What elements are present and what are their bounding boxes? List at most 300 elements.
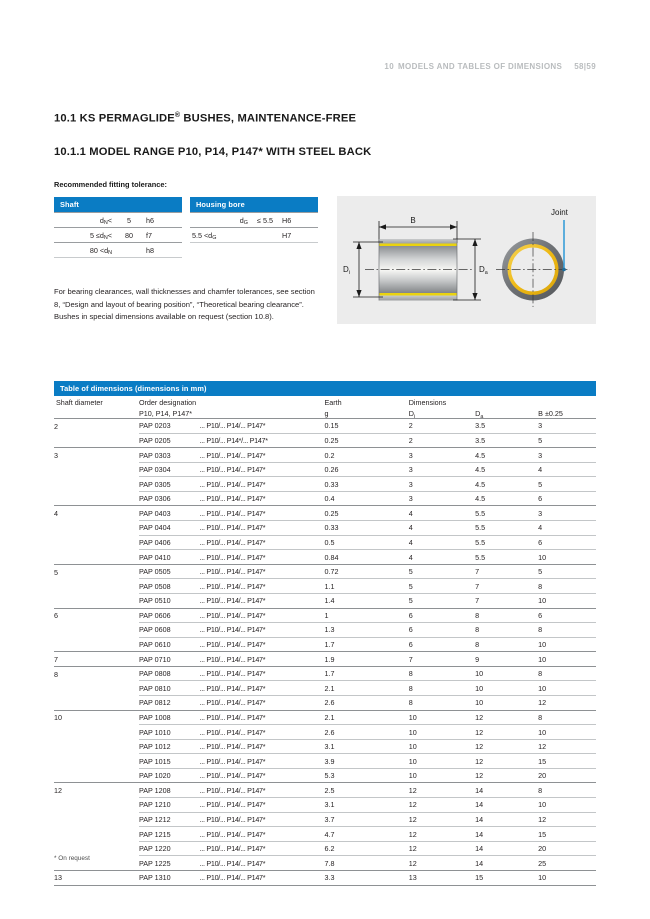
cell-shaft-diameter: 6 bbox=[54, 608, 139, 623]
cell-earth-weight: 0.15 bbox=[324, 419, 408, 434]
page-header bbox=[384, 62, 596, 71]
cell-da: 10 bbox=[475, 695, 538, 710]
cell-shaft-diameter bbox=[54, 725, 139, 740]
cell-earth-weight: 1.7 bbox=[324, 666, 408, 681]
cell-order-number: PAP 1008 bbox=[139, 710, 200, 725]
label-di: $D_i$ bbox=[343, 265, 350, 276]
table-row bbox=[54, 754, 596, 769]
cell-b: 6 bbox=[538, 491, 596, 506]
cell-b: 10 bbox=[538, 798, 596, 813]
bearing-clearance-paragraph: For bearing clearances, wall thicknesses and chamfer tolerances, see section 8, “Design and layout of bearing position”, “Theoretical bearing clearance”. Bushes in special dimensions available on request (section 10.8). bbox=[54, 287, 315, 322]
cell-b: 10 bbox=[538, 550, 596, 565]
cell-shaft-diameter bbox=[54, 579, 139, 594]
table-row bbox=[54, 228, 182, 243]
table-row bbox=[54, 213, 182, 228]
cell-da: 5.5 bbox=[475, 506, 538, 521]
cell-model-variants: ... P10/... P14/... P147* bbox=[200, 637, 325, 652]
cell-earth-weight: 3.3 bbox=[324, 870, 408, 885]
table-row bbox=[54, 550, 596, 565]
cell-order-number: PAP 0403 bbox=[139, 506, 200, 521]
shaft-tolerance-fit: h8 bbox=[144, 243, 182, 258]
section-heading-10-1-text: 10.1 KS PERMAGLIDE bbox=[54, 112, 175, 125]
cell-order-number: PAP 0610 bbox=[139, 637, 200, 652]
cell-di: 3 bbox=[409, 462, 475, 477]
cell-b: 10 bbox=[538, 681, 596, 696]
shaft-tolerance-fit: f7 bbox=[144, 228, 182, 243]
cell-earth-weight: 0.72 bbox=[324, 564, 408, 579]
cell-b: 12 bbox=[538, 739, 596, 754]
cell-b: 6 bbox=[538, 535, 596, 550]
header-earth: Earth bbox=[324, 398, 342, 407]
cell-order-number: PAP 0410 bbox=[139, 550, 200, 565]
cell-di: 6 bbox=[409, 637, 475, 652]
table-row bbox=[54, 710, 596, 725]
cell-order-number: PAP 1215 bbox=[139, 827, 200, 842]
header-order-designation-spacer bbox=[200, 396, 325, 407]
dimensions-header-row-2 bbox=[54, 407, 596, 419]
cell-di: 4 bbox=[409, 506, 475, 521]
shaft-tolerance-value: 80 bbox=[114, 228, 144, 243]
cell-earth-weight: 1.7 bbox=[324, 637, 408, 652]
cell-da: 12 bbox=[475, 754, 538, 769]
cell-shaft-diameter bbox=[54, 695, 139, 710]
header-b: B ±0.25 bbox=[538, 409, 563, 418]
cell-di: 2 bbox=[409, 433, 475, 448]
cell-da: 3.5 bbox=[475, 419, 538, 434]
table-row bbox=[54, 681, 596, 696]
table-row bbox=[54, 462, 596, 477]
table-row bbox=[54, 521, 596, 536]
table-row bbox=[54, 812, 596, 827]
header-da: $D_a$ bbox=[475, 409, 484, 420]
cell-model-variants: ... P10/... P14/... P147* bbox=[200, 754, 325, 769]
cell-shaft-diameter: 13 bbox=[54, 870, 139, 885]
table-row bbox=[54, 856, 596, 871]
cell-di: 3 bbox=[409, 448, 475, 463]
footnote-on-request: * On request bbox=[54, 855, 90, 862]
cell-di: 6 bbox=[409, 608, 475, 623]
cell-model-variants: ... P10/... P14/... P147* bbox=[200, 521, 325, 536]
cell-da: 7 bbox=[475, 579, 538, 594]
cell-earth-weight: 5.3 bbox=[324, 768, 408, 783]
joint-marker bbox=[562, 268, 566, 272]
table-row bbox=[54, 477, 596, 492]
cell-earth-weight: 1.4 bbox=[324, 593, 408, 608]
table-row bbox=[54, 564, 596, 579]
cell-b: 25 bbox=[538, 856, 596, 871]
cell-b: 10 bbox=[538, 593, 596, 608]
cell-order-number: PAP 1210 bbox=[139, 798, 200, 813]
cell-order-number: PAP 1020 bbox=[139, 768, 200, 783]
cell-shaft-diameter bbox=[54, 798, 139, 813]
cell-b: 20 bbox=[538, 841, 596, 856]
cell-model-variants: ... P10/... P14/... P147* bbox=[200, 827, 325, 842]
arrow-di-top bbox=[356, 242, 361, 249]
cell-earth-weight: 0.5 bbox=[324, 535, 408, 550]
cell-order-number: PAP 0710 bbox=[139, 652, 200, 667]
cell-model-variants: ... P10/... P14/... P147* bbox=[200, 695, 325, 710]
housing-tolerance-fit: H7 bbox=[280, 228, 318, 243]
housing-tolerance-title: Housing bore bbox=[190, 197, 318, 213]
cell-order-number: PAP 0205 bbox=[139, 433, 200, 448]
cell-di: 4 bbox=[409, 550, 475, 565]
page-header-chapter-number: 10 bbox=[384, 62, 395, 71]
cell-earth-weight: 0.4 bbox=[324, 491, 408, 506]
arrow-da-top bbox=[472, 239, 477, 246]
bush-top-edge bbox=[379, 239, 457, 244]
cell-order-number: PAP 0305 bbox=[139, 477, 200, 492]
label-joint: Joint bbox=[551, 208, 568, 217]
cell-da: 4.5 bbox=[475, 491, 538, 506]
header-dimensions-spacer-da bbox=[475, 396, 538, 407]
cell-da: 5.5 bbox=[475, 550, 538, 565]
cell-order-number: PAP 0306 bbox=[139, 491, 200, 506]
cell-model-variants: ... P10/... P14/... P147* bbox=[200, 812, 325, 827]
table-row bbox=[54, 841, 596, 856]
cell-da: 8 bbox=[475, 623, 538, 638]
dimensions-table-section bbox=[54, 381, 596, 886]
table-row bbox=[54, 243, 182, 258]
cell-shaft-diameter bbox=[54, 477, 139, 492]
cell-di: 12 bbox=[409, 798, 475, 813]
section-heading-10-1-1: 10.1.1 MODEL RANGE P10, P14, P147* WITH STEEL BACK bbox=[54, 146, 372, 158]
cell-order-number: PAP 0808 bbox=[139, 666, 200, 681]
table-row bbox=[54, 579, 596, 594]
cell-di: 12 bbox=[409, 841, 475, 856]
cell-shaft-diameter bbox=[54, 550, 139, 565]
cell-shaft-diameter: 7 bbox=[54, 652, 139, 667]
cell-da: 7 bbox=[475, 564, 538, 579]
cell-da: 12 bbox=[475, 739, 538, 754]
label-b: B bbox=[410, 216, 416, 225]
table-row bbox=[54, 419, 596, 434]
cell-earth-weight: 3.1 bbox=[324, 739, 408, 754]
cell-model-variants: ... P10/... P14/... P147* bbox=[200, 564, 325, 579]
cell-shaft-diameter bbox=[54, 827, 139, 842]
cell-order-number: PAP 0810 bbox=[139, 681, 200, 696]
cell-shaft-diameter bbox=[54, 739, 139, 754]
table-row bbox=[54, 623, 596, 638]
cell-earth-weight: 1.3 bbox=[324, 623, 408, 638]
cell-shaft-diameter bbox=[54, 535, 139, 550]
cell-model-variants: ... P10/... P14/... P147* bbox=[200, 856, 325, 871]
cell-model-variants: ... P10/... P14/... P147* bbox=[200, 535, 325, 550]
dimensions-table-head bbox=[54, 396, 596, 419]
table-row bbox=[190, 228, 318, 243]
cell-da: 5.5 bbox=[475, 535, 538, 550]
cell-b: 8 bbox=[538, 623, 596, 638]
cell-shaft-diameter: 10 bbox=[54, 710, 139, 725]
table-row bbox=[54, 783, 596, 798]
cell-b: 8 bbox=[538, 783, 596, 798]
table-row bbox=[54, 798, 596, 813]
cell-shaft-diameter bbox=[54, 637, 139, 652]
registered-trademark-symbol: ® bbox=[174, 112, 181, 119]
table-row bbox=[54, 666, 596, 681]
cell-shaft-diameter: 3 bbox=[54, 448, 139, 463]
cell-di: 5 bbox=[409, 579, 475, 594]
cell-da: 7 bbox=[475, 593, 538, 608]
cell-da: 14 bbox=[475, 812, 538, 827]
cell-b: 10 bbox=[538, 870, 596, 885]
cell-order-number: PAP 0508 bbox=[139, 579, 200, 594]
cell-shaft-diameter: 2 bbox=[54, 419, 139, 434]
cell-model-variants: ... P10/... P14/... P147* bbox=[200, 462, 325, 477]
cell-earth-weight: 0.25 bbox=[324, 433, 408, 448]
cell-shaft-diameter bbox=[54, 433, 139, 448]
housing-tolerance-value: ≤ 5.5 bbox=[250, 213, 280, 228]
cell-model-variants: ... P10/... P14/... P147* bbox=[200, 739, 325, 754]
cell-b: 12 bbox=[538, 695, 596, 710]
cell-b: 10 bbox=[538, 725, 596, 740]
table-row bbox=[54, 535, 596, 550]
cell-order-number: PAP 0812 bbox=[139, 695, 200, 710]
cell-da: 14 bbox=[475, 856, 538, 871]
cell-model-variants: ... P10/... P14/... P147* bbox=[200, 448, 325, 463]
cell-da: 4.5 bbox=[475, 477, 538, 492]
cell-order-number: PAP 1310 bbox=[139, 870, 200, 885]
cell-order-number: PAP 0406 bbox=[139, 535, 200, 550]
cell-order-number: PAP 1225 bbox=[139, 856, 200, 871]
arrow-da-bottom bbox=[472, 293, 477, 300]
cell-shaft-diameter bbox=[54, 462, 139, 477]
section-heading-10-1 bbox=[54, 112, 356, 125]
cell-order-number: PAP 0608 bbox=[139, 623, 200, 638]
cell-di: 10 bbox=[409, 725, 475, 740]
cell-model-variants: ... P10/... P14/... P147* bbox=[200, 623, 325, 638]
cell-order-number: PAP 1015 bbox=[139, 754, 200, 769]
cell-da: 15 bbox=[475, 870, 538, 885]
housing-tolerance-symbol: $d_G$ bbox=[190, 213, 250, 228]
header-di: $D_i$ bbox=[408, 409, 416, 420]
cell-shaft-diameter: 12 bbox=[54, 783, 139, 798]
cell-b: 15 bbox=[538, 827, 596, 842]
arrow-b-right bbox=[450, 224, 457, 229]
housing-tolerance-fit: H6 bbox=[280, 213, 318, 228]
cell-order-number: PAP 0606 bbox=[139, 608, 200, 623]
cell-di: 12 bbox=[409, 783, 475, 798]
cell-di: 5 bbox=[409, 564, 475, 579]
cell-b: 5 bbox=[538, 564, 596, 579]
cell-shaft-diameter bbox=[54, 593, 139, 608]
cell-model-variants: ... P10/... P14/... P147* bbox=[200, 710, 325, 725]
cell-di: 5 bbox=[409, 593, 475, 608]
cell-di: 12 bbox=[409, 812, 475, 827]
cell-earth-weight: 2.6 bbox=[324, 725, 408, 740]
cell-earth-weight: 3.9 bbox=[324, 754, 408, 769]
cell-model-variants: ... P10/... P14/... P147* bbox=[200, 550, 325, 565]
shaft-tolerance-symbol: $80 <d_N$ bbox=[54, 243, 114, 258]
cell-b: 15 bbox=[538, 754, 596, 769]
cell-da: 8 bbox=[475, 608, 538, 623]
cell-di: 7 bbox=[409, 652, 475, 667]
cell-order-number: PAP 1220 bbox=[139, 841, 200, 856]
bush-drawing-panel bbox=[337, 196, 596, 324]
cell-di: 10 bbox=[409, 754, 475, 769]
cell-di: 8 bbox=[409, 666, 475, 681]
shaft-tolerance-symbol: $5 \le d_N<$ bbox=[54, 228, 114, 243]
cell-earth-weight: 1.9 bbox=[324, 652, 408, 667]
cell-earth-weight: 4.7 bbox=[324, 827, 408, 842]
cell-b: 3 bbox=[538, 419, 596, 434]
header-shaft-diameter-sub bbox=[54, 407, 139, 419]
cell-shaft-diameter bbox=[54, 681, 139, 696]
housing-tolerance-value bbox=[250, 228, 280, 243]
cell-earth-weight: 3.7 bbox=[324, 812, 408, 827]
cell-model-variants: ... P10/... P14/... P147* bbox=[200, 608, 325, 623]
cell-b: 4 bbox=[538, 462, 596, 477]
cell-b: 4 bbox=[538, 521, 596, 536]
cell-earth-weight: 1.1 bbox=[324, 579, 408, 594]
cell-di: 8 bbox=[409, 681, 475, 696]
cell-di: 4 bbox=[409, 535, 475, 550]
cell-b: 5 bbox=[538, 433, 596, 448]
cell-b: 8 bbox=[538, 710, 596, 725]
cell-da: 9 bbox=[475, 652, 538, 667]
shaft-tolerance-value: 5 bbox=[114, 213, 144, 228]
page-header-folio: 58|59 bbox=[574, 62, 596, 71]
label-da: $D_a$ bbox=[479, 265, 488, 276]
cell-b: 10 bbox=[538, 652, 596, 667]
table-row bbox=[54, 695, 596, 710]
cell-model-variants: ... P10/... P14/... P147* bbox=[200, 506, 325, 521]
cell-b: 12 bbox=[538, 812, 596, 827]
dimensions-table-title: Table of dimensions (dimensions in mm) bbox=[54, 381, 596, 396]
cell-b: 5 bbox=[538, 477, 596, 492]
table-row bbox=[54, 652, 596, 667]
cell-shaft-diameter: 4 bbox=[54, 506, 139, 521]
cell-b: 8 bbox=[538, 579, 596, 594]
cell-di: 6 bbox=[409, 623, 475, 638]
header-dimensions: Dimensions bbox=[408, 398, 447, 407]
table-row bbox=[54, 768, 596, 783]
cell-da: 4.5 bbox=[475, 462, 538, 477]
housing-tolerance-header-row bbox=[190, 197, 318, 213]
cell-earth-weight: 2.1 bbox=[324, 681, 408, 696]
cell-earth-weight: 0.33 bbox=[324, 477, 408, 492]
table-row bbox=[54, 506, 596, 521]
cell-order-number: PAP 0505 bbox=[139, 564, 200, 579]
dimensions-table-body bbox=[54, 419, 596, 886]
cell-order-number: PAP 0510 bbox=[139, 593, 200, 608]
cell-da: 14 bbox=[475, 798, 538, 813]
shaft-tolerance-header-row bbox=[54, 197, 182, 213]
cell-da: 14 bbox=[475, 841, 538, 856]
header-shaft-diameter: Shaft diameter bbox=[56, 398, 103, 407]
arrow-di-bottom bbox=[356, 290, 361, 297]
fitting-tolerance-label: Recommended fitting tolerance: bbox=[54, 180, 167, 189]
cell-shaft-diameter bbox=[54, 754, 139, 769]
cell-di: 10 bbox=[409, 710, 475, 725]
cell-order-number: PAP 0303 bbox=[139, 448, 200, 463]
cell-earth-weight: 0.26 bbox=[324, 462, 408, 477]
cell-shaft-diameter bbox=[54, 841, 139, 856]
table-row bbox=[54, 433, 596, 448]
cell-b: 20 bbox=[538, 768, 596, 783]
table-row bbox=[54, 827, 596, 842]
table-row bbox=[54, 491, 596, 506]
cell-da: 4.5 bbox=[475, 448, 538, 463]
shaft-tolerance-value bbox=[114, 243, 144, 258]
cell-order-number: PAP 1208 bbox=[139, 783, 200, 798]
cell-order-number: PAP 1012 bbox=[139, 739, 200, 754]
table-row bbox=[54, 448, 596, 463]
cell-da: 14 bbox=[475, 827, 538, 842]
cell-b: 6 bbox=[538, 608, 596, 623]
cell-b: 10 bbox=[538, 637, 596, 652]
cell-da: 14 bbox=[475, 783, 538, 798]
table-row bbox=[54, 725, 596, 740]
cell-earth-weight: 0.2 bbox=[324, 448, 408, 463]
cell-model-variants: ... P10/... P14/... P147* bbox=[200, 783, 325, 798]
cell-model-variants: ... P10/... P14/... P147* bbox=[200, 477, 325, 492]
dimensions-header-row-1 bbox=[54, 396, 596, 407]
cell-earth-weight: 2.1 bbox=[324, 710, 408, 725]
bush-technical-drawing bbox=[337, 196, 596, 324]
cell-di: 10 bbox=[409, 768, 475, 783]
cell-da: 8 bbox=[475, 637, 538, 652]
cell-shaft-diameter bbox=[54, 812, 139, 827]
shaft-tolerance-fit: h6 bbox=[144, 213, 182, 228]
cell-earth-weight: 2.6 bbox=[324, 695, 408, 710]
cell-b: 3 bbox=[538, 506, 596, 521]
header-order-designation: Order designation bbox=[138, 398, 197, 407]
bush-bottom-edge bbox=[379, 296, 457, 301]
cell-model-variants: ... P10/... P14/... P147* bbox=[200, 798, 325, 813]
cell-model-variants: ... P10/... P14/... P147* bbox=[200, 652, 325, 667]
cell-earth-weight: 0.84 bbox=[324, 550, 408, 565]
cell-shaft-diameter bbox=[54, 491, 139, 506]
cell-di: 10 bbox=[409, 739, 475, 754]
cell-di: 4 bbox=[409, 521, 475, 536]
cell-di: 12 bbox=[409, 856, 475, 871]
cell-earth-weight: 1 bbox=[324, 608, 408, 623]
cell-order-number: PAP 0203 bbox=[139, 419, 200, 434]
table-row bbox=[54, 608, 596, 623]
cell-da: 5.5 bbox=[475, 521, 538, 536]
housing-tolerance-symbol: $5.5 <d_G$ bbox=[190, 228, 250, 243]
cell-earth-weight: 0.25 bbox=[324, 506, 408, 521]
cell-model-variants: ... P10/... P14/... P147* bbox=[200, 593, 325, 608]
cell-earth-weight: 0.33 bbox=[324, 521, 408, 536]
cell-di: 2 bbox=[409, 419, 475, 434]
header-dimensions-spacer-b bbox=[538, 396, 596, 407]
cell-da: 12 bbox=[475, 725, 538, 740]
cell-model-variants: ... P10/... P14/... P147* bbox=[200, 768, 325, 783]
arrow-b-left bbox=[379, 224, 386, 229]
cell-da: 10 bbox=[475, 666, 538, 681]
cell-model-variants: ... P10/... P14*/... P147* bbox=[200, 433, 325, 448]
cell-da: 12 bbox=[475, 768, 538, 783]
cell-earth-weight: 7.8 bbox=[324, 856, 408, 871]
cell-model-variants: ... P10/... P14/... P147* bbox=[200, 666, 325, 681]
cell-order-number: PAP 0304 bbox=[139, 462, 200, 477]
cell-order-number: PAP 1212 bbox=[139, 812, 200, 827]
cell-di: 3 bbox=[409, 491, 475, 506]
cell-earth-weight: 2.5 bbox=[324, 783, 408, 798]
table-row bbox=[190, 213, 318, 228]
header-earth-unit: g bbox=[324, 409, 329, 418]
cell-model-variants: ... P10/... P14/... P147* bbox=[200, 870, 325, 885]
cell-di: 3 bbox=[409, 477, 475, 492]
shaft-tolerance-title: Shaft bbox=[54, 197, 182, 213]
shaft-tolerance-table bbox=[54, 197, 182, 258]
cell-shaft-diameter: 5 bbox=[54, 564, 139, 579]
cell-earth-weight: 6.2 bbox=[324, 841, 408, 856]
cell-model-variants: ... P10/... P14/... P147* bbox=[200, 579, 325, 594]
table-row bbox=[54, 739, 596, 754]
cell-model-variants: ... P10/... P14/... P147* bbox=[200, 419, 325, 434]
